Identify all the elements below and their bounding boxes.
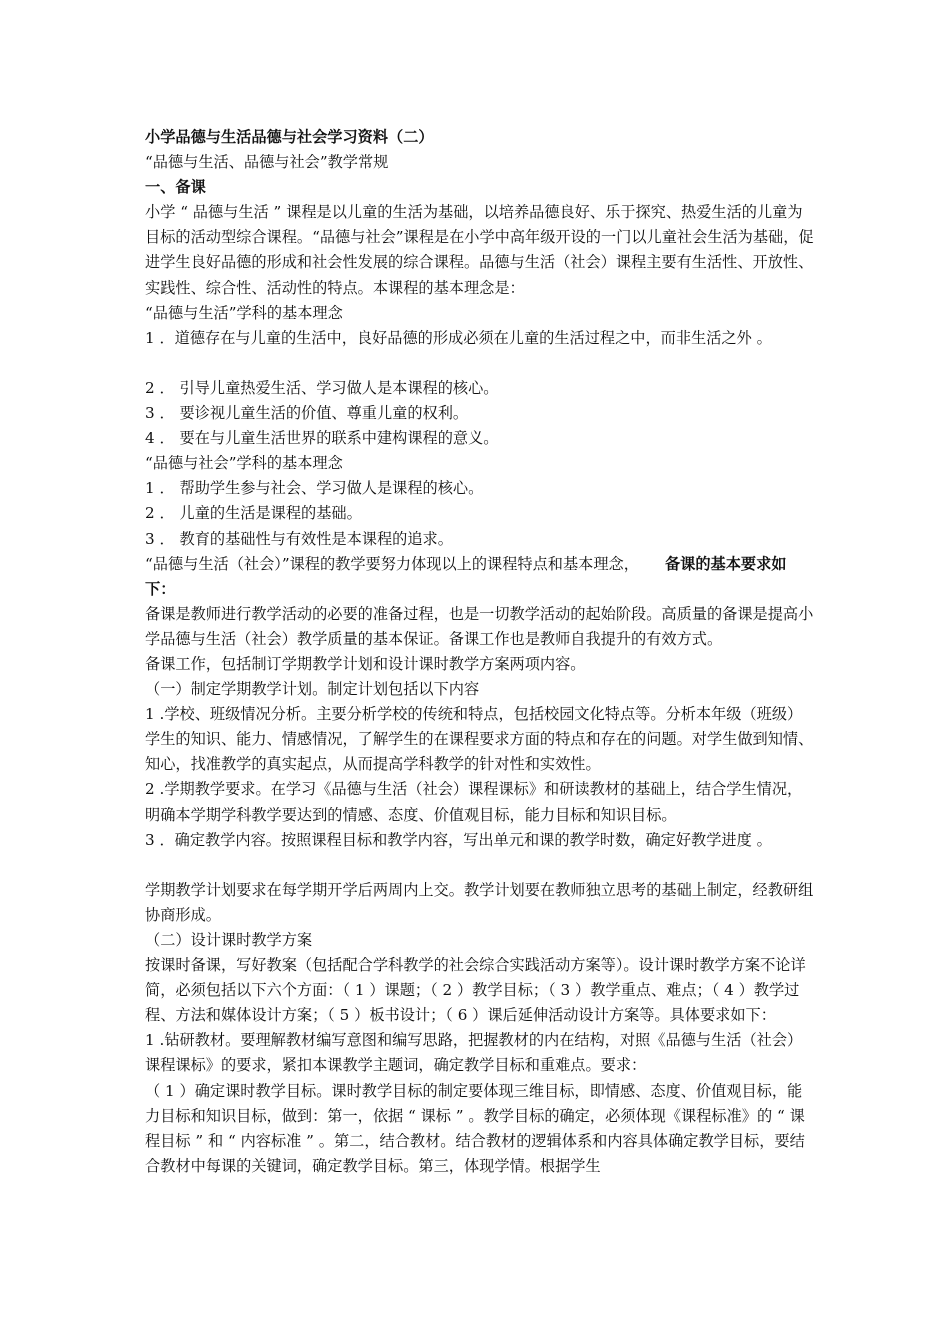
study-materials-paragraph: 1 .钻研教材。要理解教材编写意图和编写思路，把握教材的内在结构，对照《品德与生活（社会）课程课标》的要求，紧扣本课教学主题词，确定教学目标和重难点。要求： bbox=[145, 1031, 803, 1075]
life-item: 4 ． 要在与儿童生活世界的联系中建构课程的意义。 bbox=[145, 429, 499, 448]
life-item: 2 ． 引导儿童热爱生活、学习做人是本课程的核心。 bbox=[145, 378, 499, 397]
blank-line bbox=[145, 351, 815, 376]
part1-item: 1 .学校、班级情况分析。主要分析学校的传统和特点，包括校园文化特点等。分析本年级（班级）学生的知识、能力、情感情况，了解学生的在课程要求方面的特点和存在的问题。对学生做到知情、知心，找准教学的真实起点，从而提高学科教学的针对性和实效性。 bbox=[145, 705, 814, 774]
part2-paragraph: 按课时备课，写好教案（包括配合学科教学的社会综合实践活动方案等）。设计课时教学方案不论详简，必须包括以下六个方面：（ 1 ）课题；（ 2 ）教学目标；（ 3 ）教学重点、难点；（ 4 ）教学过程、方法和媒体设计方案；（ 5 ）板书设计；（ 6 ）课后延伸活动设计方案等。具体要求如下： bbox=[145, 956, 806, 1025]
goals-paragraph: （ 1 ）确定课时教学目标。课时教学目标的制定要体现三维目标，即情感、态度、价值观目标，能力目标和知识目标，做到：第一，依据 “ 课标 ” 。教学目标的确定，必须体现《课程标准》的 “ 课程目标 ” 和 “ 内容标准 ” 。第二，结合教材。结合教材的逻辑体系和内容具体确定教学目标，要结合教材中每课的关键词，确定教学目标。第三，体现学情。根据学生 bbox=[145, 1081, 805, 1175]
document-title: 小学品德与生活品德与社会学习资料（二） bbox=[145, 128, 434, 146]
requirements-intro-text: “品德与生活（社会）”课程的教学要努力体现以上的课程特点和基本理念， bbox=[145, 554, 639, 573]
section-heading-lesson-prep: 一、备课 bbox=[145, 178, 206, 197]
part1-heading: （一）制定学期教学计划。制定计划包括以下内容 bbox=[145, 680, 480, 699]
society-subject-heading: “品德与社会”学科的基本理念 bbox=[145, 454, 343, 473]
prep-work-paragraph: 备课工作，包括制订学期教学计划和设计课时教学方案两项内容。 bbox=[145, 654, 586, 673]
intro-paragraph: 小学 “ 品德与生活 ” 课程是以儿童的生活为基础，以培养品德良好、乐于探究、热爱生活的儿童为目标的活动型综合课程。“品德与社会”课程是在小学中高年级开设的一门以儿童社会生活为基础，促进学生良好品德的形成和社会性发展的综合课程。品德与生活（社会）课程主要有生活性、开放性、实践性、综合性、活动性的特点。本课程的基本理念是： bbox=[145, 203, 814, 297]
society-item: 3 ． 教育的基础性与有效性是本课程的追求。 bbox=[145, 529, 453, 548]
plan-submit-paragraph: 学期教学计划要求在每学期开学后两周内上交。教学计划要在教师独立思考的基础上制定，经教研组协商形成。 bbox=[145, 880, 814, 924]
prep-paragraph: 备课是教师进行教学活动的必要的准备过程，也是一切教学活动的起始阶段。高质量的备课是提高小学品德与生活（社会）教学质量的基本保证。备课工作也是教师自我提升的有效方式。 bbox=[145, 604, 814, 648]
requirements-intro bbox=[145, 552, 815, 602]
part1-item: 3 ．确定教学内容。按照课程目标和教学内容，写出单元和课的教学时数，确定好教学进度 。 bbox=[145, 830, 772, 849]
part1-item: 2 .学期教学要求。在学习《品德与生活（社会）课程课标》和研读教材的基础上，结合学生情况，明确本学期学科教学要达到的情感、态度、价值观目标，能力目标和知识目标。 bbox=[145, 780, 803, 824]
blank-line bbox=[145, 853, 815, 878]
part2-heading: （二）设计课时教学方案 bbox=[145, 931, 313, 949]
life-subject-heading: “品德与生活”学科的基本理念 bbox=[145, 303, 343, 322]
society-item: 2 ． 儿童的生活是课程的基础。 bbox=[145, 504, 362, 523]
life-item: 3 ． 要诊视儿童生活的价值、尊重儿童的权利。 bbox=[145, 404, 469, 423]
document-body bbox=[145, 125, 815, 1179]
requirements-intro-bold: 备课的基本要求如下： bbox=[145, 554, 787, 598]
society-item: 1 ． 帮助学生参与社会、学习做人是课程的核心。 bbox=[145, 479, 484, 498]
document-subtitle: “品德与生活、品德与社会”教学常规 bbox=[145, 153, 389, 172]
life-item: 1 ．道德存在与儿童的生活中，良好品德的形成必须在儿童的生活过程之中，而非生活之外 。 bbox=[145, 328, 772, 347]
